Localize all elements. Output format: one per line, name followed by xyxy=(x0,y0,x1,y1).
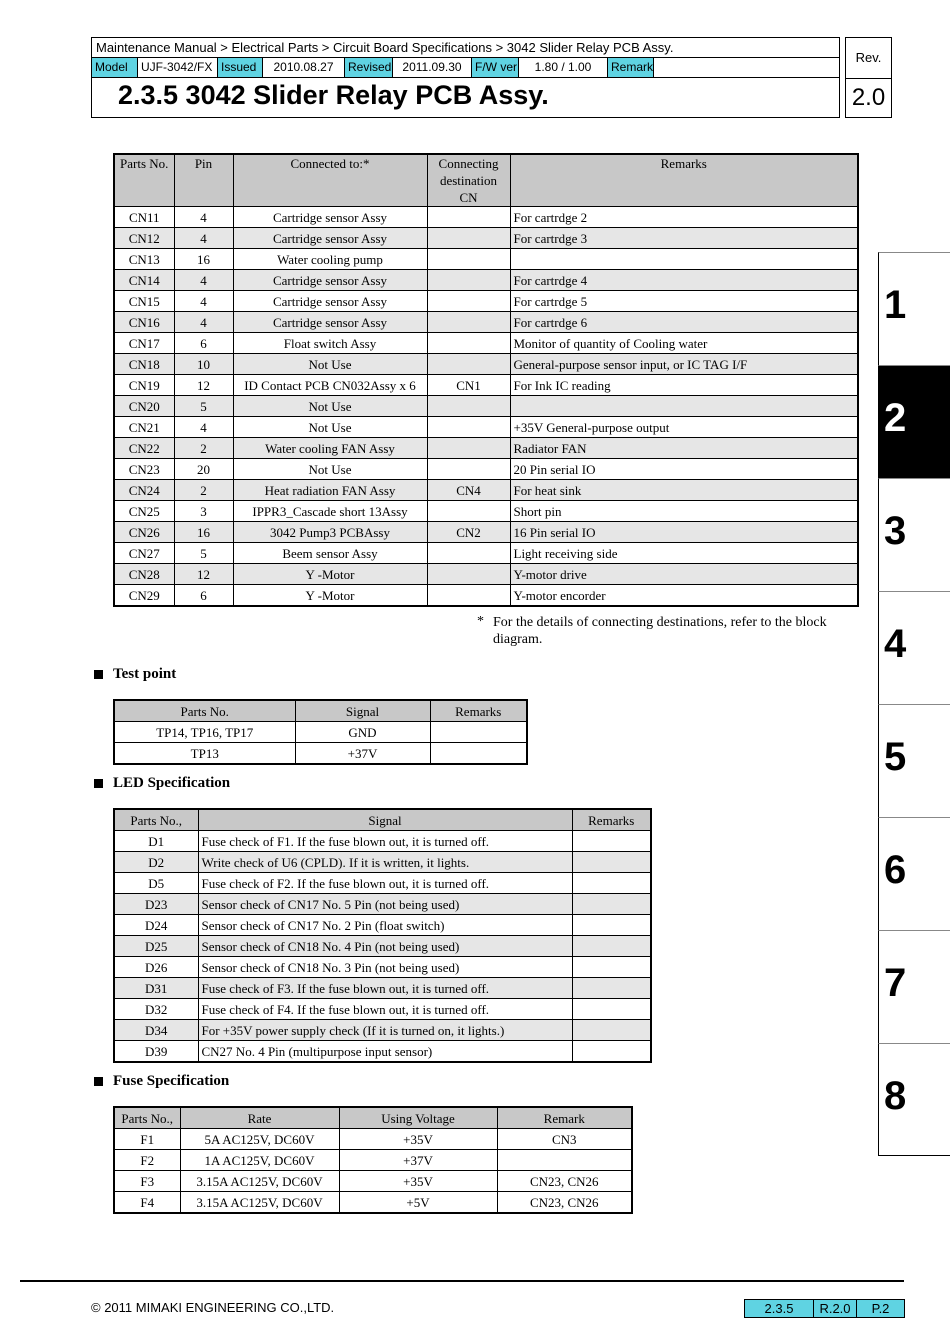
table-row xyxy=(114,873,651,894)
column-header: Remarks xyxy=(572,809,651,831)
fw-version-label: F/W ver xyxy=(472,58,519,77)
footer-divider xyxy=(20,1280,904,1282)
document-header xyxy=(91,37,840,118)
table-cell: Heat radiation FAN Assy xyxy=(233,480,427,501)
table-cell: F2 xyxy=(114,1150,180,1171)
chapter-tab-1[interactable] xyxy=(878,252,950,365)
bullet-square-icon xyxy=(94,779,103,788)
table-cell xyxy=(510,396,858,417)
revision-box xyxy=(845,37,892,118)
table-row xyxy=(114,1192,632,1214)
table-row xyxy=(114,957,651,978)
table-cell: For cartrdge 4 xyxy=(510,270,858,291)
table-cell xyxy=(427,417,510,438)
table-cell: 5A AC125V, DC60V xyxy=(180,1129,339,1150)
table-row xyxy=(114,522,858,543)
table-cell: Cartridge sensor Assy xyxy=(233,291,427,312)
table-cell xyxy=(427,396,510,417)
table-cell xyxy=(427,291,510,312)
table-row xyxy=(114,249,858,270)
table-cell: F3 xyxy=(114,1171,180,1192)
table-cell xyxy=(572,915,651,936)
chapter-tab-5[interactable] xyxy=(878,704,950,817)
column-header: Parts No., xyxy=(114,1107,180,1129)
table-cell: For +35V power supply check (If it is turned on, it lights.) xyxy=(198,1020,572,1041)
table-row xyxy=(114,270,858,291)
table-cell: CN25 xyxy=(114,501,174,522)
table-cell xyxy=(572,978,651,999)
table-cell: CN23 xyxy=(114,459,174,480)
table-cell: Not Use xyxy=(233,396,427,417)
table-cell: 4 xyxy=(174,291,233,312)
table-cell: IPPR3_Cascade short 13Assy xyxy=(233,501,427,522)
revision-label: Rev. xyxy=(846,38,891,79)
footer-section-number: 2.3.5 xyxy=(745,1300,814,1317)
table-cell: +37V xyxy=(295,743,430,765)
table-cell: Water cooling pump xyxy=(233,249,427,270)
page-title: 2.3.5 3042 Slider Relay PCB Assy. xyxy=(118,80,549,110)
table-row xyxy=(114,291,858,312)
table-cell: For Ink IC reading xyxy=(510,375,858,396)
table-row xyxy=(114,915,651,936)
table-cell: Short pin xyxy=(510,501,858,522)
section-heading-text: Test point xyxy=(113,666,177,682)
table-cell: CN11 xyxy=(114,207,174,228)
table-cell: For cartrdge 2 xyxy=(510,207,858,228)
chapter-tab-8[interactable] xyxy=(878,1043,950,1156)
table-cell: Sensor check of CN18 No. 4 Pin (not being used) xyxy=(198,936,572,957)
table-cell: Cartridge sensor Assy xyxy=(233,207,427,228)
table-cell: Write check of U6 (CPLD). If it is written, it lights. xyxy=(198,852,572,873)
table-row xyxy=(114,228,858,249)
table-row xyxy=(114,743,527,765)
table-cell: 3.15A AC125V, DC60V xyxy=(180,1171,339,1192)
column-header: Rate xyxy=(180,1107,339,1129)
table-cell: Cartridge sensor Assy xyxy=(233,228,427,249)
table-cell: 4 xyxy=(174,270,233,291)
table-cell: 6 xyxy=(174,585,233,607)
table-row xyxy=(114,564,858,585)
table-row xyxy=(114,999,651,1020)
table-cell: Fuse check of F1. If the fuse blown out, it is turned off. xyxy=(198,831,572,852)
section-heading-text: LED Specification xyxy=(113,775,231,791)
table-cell: 4 xyxy=(174,312,233,333)
connector-table xyxy=(113,153,859,607)
table-header-row xyxy=(114,1107,632,1129)
section-heading-test-point xyxy=(94,666,176,683)
chapter-tab-3[interactable] xyxy=(878,478,950,591)
table-cell: For cartrdge 3 xyxy=(510,228,858,249)
table-cell: CN2 xyxy=(427,522,510,543)
table-row xyxy=(114,480,858,501)
table-cell: Not Use xyxy=(233,354,427,375)
footer-page-info xyxy=(744,1299,905,1318)
led-spec-table xyxy=(113,808,652,1063)
table-row xyxy=(114,1020,651,1041)
table-cell xyxy=(572,873,651,894)
copyright-text: © 2011 MIMAKI ENGINEERING CO.,LTD. xyxy=(91,1300,335,1315)
table-cell xyxy=(427,438,510,459)
table-cell: CN3 xyxy=(497,1129,632,1150)
chapter-tab-label: 7 xyxy=(884,961,907,1005)
table-cell: CN28 xyxy=(114,564,174,585)
table-row xyxy=(114,417,858,438)
table-cell: +35V General-purpose output xyxy=(510,417,858,438)
table-cell: D23 xyxy=(114,894,198,915)
column-header: Using Voltage xyxy=(339,1107,497,1129)
table-header-row xyxy=(114,154,858,207)
table-row xyxy=(114,1041,651,1063)
table-cell: CN18 xyxy=(114,354,174,375)
test-point-table xyxy=(113,699,528,765)
table-cell: CN4 xyxy=(427,480,510,501)
section-heading-led xyxy=(94,775,230,792)
chapter-tab-label: 2 xyxy=(884,396,907,440)
table-cell: 16 xyxy=(174,522,233,543)
table-cell: Sensor check of CN17 No. 5 Pin (not being used) xyxy=(198,894,572,915)
chapter-tab-label: 3 xyxy=(884,509,907,553)
column-header: Parts No. xyxy=(114,154,174,207)
table-cell xyxy=(430,743,527,765)
issued-label: Issued xyxy=(218,58,263,77)
table-row xyxy=(114,585,858,607)
table-row xyxy=(114,1150,632,1171)
table-cell: CN27 No. 4 Pin (multipurpose input sensor) xyxy=(198,1041,572,1063)
table-cell: Water cooling FAN Assy xyxy=(233,438,427,459)
table-cell xyxy=(427,501,510,522)
footer-page-number: P.2 xyxy=(857,1300,904,1317)
table-cell: CN12 xyxy=(114,228,174,249)
chapter-tab-4[interactable] xyxy=(878,591,950,704)
table-cell: Fuse check of F3. If the fuse blown out, it is turned off. xyxy=(198,978,572,999)
column-header: Parts No. xyxy=(114,700,295,722)
table-cell: Float switch Assy xyxy=(233,333,427,354)
table-cell: Cartridge sensor Assy xyxy=(233,312,427,333)
table-cell: 4 xyxy=(174,228,233,249)
revised-label: Revised xyxy=(345,58,393,77)
table-cell: D24 xyxy=(114,915,198,936)
table-cell: CN14 xyxy=(114,270,174,291)
table-cell xyxy=(427,543,510,564)
chapter-tab-label: 5 xyxy=(884,735,907,779)
table-cell xyxy=(427,207,510,228)
table-cell xyxy=(497,1150,632,1171)
column-header: Pin xyxy=(174,154,233,207)
table-cell: 3.15A AC125V, DC60V xyxy=(180,1192,339,1214)
table-cell: CN15 xyxy=(114,291,174,312)
table-cell: 5 xyxy=(174,396,233,417)
table-cell: 20 Pin serial IO xyxy=(510,459,858,480)
table-cell: F1 xyxy=(114,1129,180,1150)
table-cell: Cartridge sensor Assy xyxy=(233,270,427,291)
table-cell: Y-motor encorder xyxy=(510,585,858,607)
column-header: Remark xyxy=(497,1107,632,1129)
table-cell: Sensor check of CN18 No. 3 Pin (not being used) xyxy=(198,957,572,978)
table-cell: D39 xyxy=(114,1041,198,1063)
footnote-text: For the details of connecting destinations, refer to the block diagram. xyxy=(493,615,827,647)
table-cell: D25 xyxy=(114,936,198,957)
table-row xyxy=(114,459,858,480)
table-cell: Not Use xyxy=(233,459,427,480)
table-cell: 12 xyxy=(174,375,233,396)
table-cell: +5V xyxy=(339,1192,497,1214)
table-cell: +37V xyxy=(339,1150,497,1171)
table-cell xyxy=(572,1041,651,1063)
table-cell: 16 Pin serial IO xyxy=(510,522,858,543)
table-row xyxy=(114,978,651,999)
table-cell: 1A AC125V, DC60V xyxy=(180,1150,339,1171)
table-cell: 4 xyxy=(174,207,233,228)
table-cell: 2 xyxy=(174,480,233,501)
chapter-tab-7[interactable] xyxy=(878,930,950,1043)
table-row xyxy=(114,852,651,873)
remark-label: Remark xyxy=(608,58,654,77)
table-cell: For cartrdge 6 xyxy=(510,312,858,333)
table-cell: Fuse check of F4. If the fuse blown out, it is turned off. xyxy=(198,999,572,1020)
table-cell: 20 xyxy=(174,459,233,480)
table-cell: Beem sensor Assy xyxy=(233,543,427,564)
column-header: Signal xyxy=(295,700,430,722)
table-row xyxy=(114,438,858,459)
table-cell: CN16 xyxy=(114,312,174,333)
table-cell xyxy=(427,564,510,585)
table-cell xyxy=(572,831,651,852)
fw-version-value: 1.80 / 1.00 xyxy=(519,58,608,77)
table-cell xyxy=(427,270,510,291)
table-cell: Light receiving side xyxy=(510,543,858,564)
table-cell: CN1 xyxy=(427,375,510,396)
table-cell: 6 xyxy=(174,333,233,354)
table-cell: CN21 xyxy=(114,417,174,438)
table-cell: D31 xyxy=(114,978,198,999)
document-meta-row xyxy=(92,58,839,78)
table-cell: GND xyxy=(295,722,430,743)
footer-revision: R.2.0 xyxy=(814,1300,857,1317)
table-row xyxy=(114,1171,632,1192)
table-header-row xyxy=(114,809,651,831)
table-cell: D2 xyxy=(114,852,198,873)
table-cell: General-purpose sensor input, or IC TAG I/F xyxy=(510,354,858,375)
column-header: Connecting destination CN xyxy=(427,154,510,207)
model-value: UJF-3042/FX xyxy=(138,58,218,77)
table-cell: CN22 xyxy=(114,438,174,459)
table-cell: Fuse check of F2. If the fuse blown out, it is turned off. xyxy=(198,873,572,894)
column-header: Connected to:* xyxy=(233,154,427,207)
table-cell xyxy=(427,354,510,375)
table-cell xyxy=(427,459,510,480)
table-row xyxy=(114,1129,632,1150)
table-row xyxy=(114,207,858,228)
table-cell: ID Contact PCB CN032Assy x 6 xyxy=(233,375,427,396)
chapter-tab-label: 4 xyxy=(884,622,907,666)
table-row xyxy=(114,375,858,396)
table-header-row xyxy=(114,700,527,722)
bullet-square-icon xyxy=(94,670,103,679)
table-cell: D5 xyxy=(114,873,198,894)
fuse-spec-table xyxy=(113,1106,633,1214)
table-cell: 3 xyxy=(174,501,233,522)
table-cell xyxy=(427,333,510,354)
table-cell xyxy=(510,249,858,270)
table-row xyxy=(114,894,651,915)
remark-value xyxy=(654,58,839,77)
table-cell: +35V xyxy=(339,1129,497,1150)
table-cell: 3042 Pump3 PCBAssy xyxy=(233,522,427,543)
table-cell: CN19 xyxy=(114,375,174,396)
table-cell: 4 xyxy=(174,417,233,438)
table-cell: Y -Motor xyxy=(233,564,427,585)
table-cell: Radiator FAN xyxy=(510,438,858,459)
revision-value: 2.0 xyxy=(851,84,886,111)
table-row xyxy=(114,312,858,333)
section-heading-text: Fuse Specification xyxy=(113,1073,230,1089)
table-cell: 16 xyxy=(174,249,233,270)
table-cell: 10 xyxy=(174,354,233,375)
table-cell: D1 xyxy=(114,831,198,852)
column-header: Signal xyxy=(198,809,572,831)
table-cell: CN27 xyxy=(114,543,174,564)
table-cell: CN13 xyxy=(114,249,174,270)
chapter-tab-6[interactable] xyxy=(878,817,950,930)
column-header: Remarks xyxy=(430,700,527,722)
chapter-tab-label: 8 xyxy=(884,1074,907,1118)
table-cell: F4 xyxy=(114,1192,180,1214)
table-cell: CN24 xyxy=(114,480,174,501)
table-row xyxy=(114,936,651,957)
table-cell xyxy=(427,228,510,249)
table-cell xyxy=(572,957,651,978)
table-cell: For heat sink xyxy=(510,480,858,501)
table-cell: Monitor of quantity of Cooling water xyxy=(510,333,858,354)
table-cell xyxy=(427,249,510,270)
table-cell xyxy=(572,936,651,957)
table-cell: +35V xyxy=(339,1171,497,1192)
table-cell: Not Use xyxy=(233,417,427,438)
table-cell xyxy=(572,1020,651,1041)
table-cell: D26 xyxy=(114,957,198,978)
revised-value: 2011.09.30 xyxy=(393,58,472,77)
table-row xyxy=(114,396,858,417)
table-row xyxy=(114,543,858,564)
table-cell: CN23, CN26 xyxy=(497,1171,632,1192)
column-header: Parts No., xyxy=(114,809,198,831)
table-cell: CN23, CN26 xyxy=(497,1192,632,1214)
breadcrumb: Maintenance Manual > Electrical Parts > Circuit Board Specifications > 3042 Slider Relay PCB Assy. xyxy=(92,38,839,58)
table-cell xyxy=(572,852,651,873)
table-cell: TP14, TP16, TP17 xyxy=(114,722,295,743)
section-heading-fuse xyxy=(94,1073,229,1090)
column-header: Remarks xyxy=(510,154,858,207)
bullet-square-icon xyxy=(94,1077,103,1086)
table-cell xyxy=(427,312,510,333)
table-row xyxy=(114,722,527,743)
table-cell: 2 xyxy=(174,438,233,459)
table-cell: 5 xyxy=(174,543,233,564)
table-cell: D32 xyxy=(114,999,198,1020)
table-row xyxy=(114,354,858,375)
issued-value: 2010.08.27 xyxy=(263,58,345,77)
table-cell: CN20 xyxy=(114,396,174,417)
model-label: Model xyxy=(92,58,138,77)
table-cell xyxy=(430,722,527,743)
table-cell xyxy=(572,894,651,915)
footnote-marker: * xyxy=(477,614,484,629)
table-cell: CN29 xyxy=(114,585,174,607)
table-cell: CN17 xyxy=(114,333,174,354)
chapter-tab-2[interactable] xyxy=(878,365,950,478)
table-cell: 12 xyxy=(174,564,233,585)
table-cell xyxy=(572,999,651,1020)
table-cell: Sensor check of CN17 No. 2 Pin (float switch) xyxy=(198,915,572,936)
table-cell: Y -Motor xyxy=(233,585,427,607)
table-row xyxy=(114,831,651,852)
chapter-tab-label: 1 xyxy=(884,283,907,327)
chapter-tab-label: 6 xyxy=(884,848,907,892)
table-cell: Y-motor drive xyxy=(510,564,858,585)
table-cell: TP13 xyxy=(114,743,295,765)
table-cell xyxy=(427,585,510,607)
table-cell: For cartrdge 5 xyxy=(510,291,858,312)
table-row xyxy=(114,333,858,354)
table-cell: CN26 xyxy=(114,522,174,543)
table-cell: D34 xyxy=(114,1020,198,1041)
table-row xyxy=(114,501,858,522)
